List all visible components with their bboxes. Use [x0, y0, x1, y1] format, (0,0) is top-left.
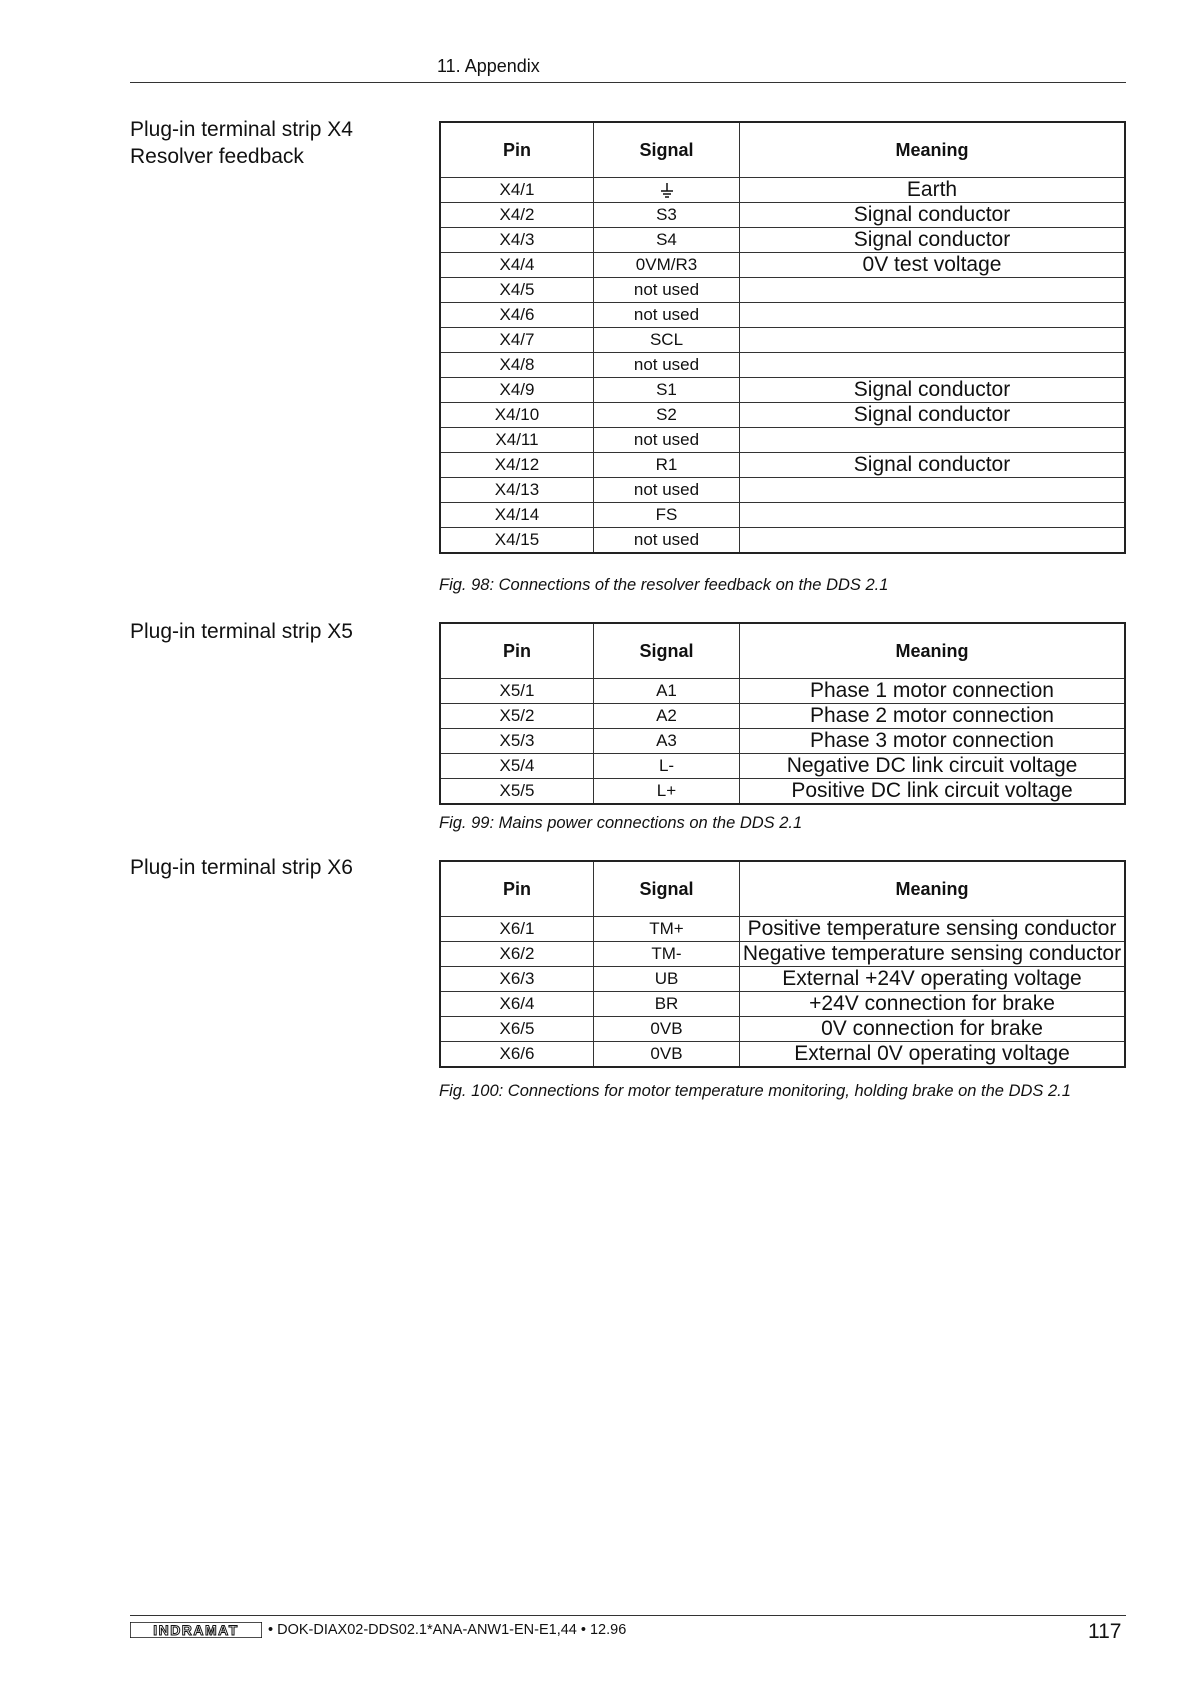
- meaning-cell: [740, 278, 1126, 303]
- column-header-meaning: Meaning: [740, 122, 1126, 178]
- x5-label: [130, 618, 353, 645]
- pin-cell: X4/1: [440, 178, 594, 203]
- table-row: [440, 253, 1125, 278]
- table-row: [440, 1042, 1125, 1068]
- column-header-meaning: Meaning: [740, 623, 1126, 679]
- table-row: [440, 704, 1125, 729]
- x4-label-line-2: Resolver feedback: [130, 145, 304, 168]
- x4-label-line-1: Plug-in terminal strip X4: [130, 118, 353, 141]
- table-row: [440, 453, 1125, 478]
- table-header-row: [440, 122, 1125, 178]
- meaning-cell: Signal conductor: [740, 228, 1126, 253]
- signal-cell: 0VM/R3: [594, 253, 740, 278]
- signal-cell: L+: [594, 779, 740, 805]
- meaning-cell: [740, 528, 1126, 554]
- pin-cell: X5/4: [440, 754, 594, 779]
- signal-cell: not used: [594, 428, 740, 453]
- signal-cell: R1: [594, 453, 740, 478]
- x4-figure-caption: Fig. 98: Connections of the resolver feedback on the DDS 2.1: [439, 576, 889, 594]
- column-header-pin: Pin: [440, 861, 594, 917]
- table-row: [440, 178, 1125, 203]
- signal-cell: not used: [594, 303, 740, 328]
- pin-cell: X4/10: [440, 403, 594, 428]
- pin-cell: X5/3: [440, 729, 594, 754]
- signal-cell: BR: [594, 992, 740, 1017]
- x5-pin-table: [439, 622, 1126, 805]
- table-row: [440, 503, 1125, 528]
- column-header-pin: Pin: [440, 122, 594, 178]
- pin-cell: X6/4: [440, 992, 594, 1017]
- meaning-cell: Signal conductor: [740, 453, 1126, 478]
- table-row: [440, 992, 1125, 1017]
- pin-cell: X4/9: [440, 378, 594, 403]
- meaning-cell: Phase 2 motor connection: [740, 704, 1126, 729]
- meaning-cell: Signal conductor: [740, 378, 1126, 403]
- table-row: [440, 328, 1125, 353]
- meaning-cell: Positive DC link circuit voltage: [740, 779, 1126, 805]
- meaning-cell: External 0V operating voltage: [740, 1042, 1126, 1068]
- signal-cell: TM-: [594, 942, 740, 967]
- pin-cell: X4/7: [440, 328, 594, 353]
- pin-cell: X6/1: [440, 917, 594, 942]
- signal-cell: UB: [594, 967, 740, 992]
- table-row: [440, 779, 1125, 805]
- pin-cell: X4/8: [440, 353, 594, 378]
- x6-label: [130, 854, 353, 881]
- signal-cell: SCL: [594, 328, 740, 353]
- earth-ground-icon: [660, 182, 674, 200]
- meaning-cell: Phase 1 motor connection: [740, 679, 1126, 704]
- pin-cell: X4/2: [440, 203, 594, 228]
- page-number: 117: [1088, 1620, 1122, 1643]
- pin-cell: X6/2: [440, 942, 594, 967]
- pin-cell: X4/3: [440, 228, 594, 253]
- signal-cell: not used: [594, 478, 740, 503]
- signal-cell: TM+: [594, 917, 740, 942]
- meaning-cell: +24V connection for brake: [740, 992, 1126, 1017]
- pin-cell: X6/6: [440, 1042, 594, 1068]
- table-row: [440, 1017, 1125, 1042]
- x5-figure-caption: Fig. 99: Mains power connections on the DDS 2.1: [439, 814, 803, 832]
- signal-cell: not used: [594, 278, 740, 303]
- table-row: [440, 967, 1125, 992]
- column-header-meaning: Meaning: [740, 861, 1126, 917]
- meaning-cell: [740, 503, 1126, 528]
- section-title: 11. Appendix: [437, 56, 540, 76]
- meaning-cell: External +24V operating voltage: [740, 967, 1126, 992]
- document-reference: • DOK-DIAX02-DDS02.1*ANA-ANW1-EN-E1,44 • 12.96: [268, 1622, 627, 1638]
- meaning-cell: Signal conductor: [740, 403, 1126, 428]
- signal-cell: A3: [594, 729, 740, 754]
- table-row: [440, 729, 1125, 754]
- pin-cell: X5/2: [440, 704, 594, 729]
- pin-cell: X4/12: [440, 453, 594, 478]
- signal-cell: FS: [594, 503, 740, 528]
- table-row: [440, 228, 1125, 253]
- pin-cell: X5/1: [440, 679, 594, 704]
- footer-divider: [130, 1615, 1126, 1616]
- pin-cell: X4/11: [440, 428, 594, 453]
- x4-label: [130, 116, 353, 170]
- table-row: [440, 203, 1125, 228]
- meaning-cell: [740, 303, 1126, 328]
- meaning-cell: [740, 428, 1126, 453]
- table-row: [440, 917, 1125, 942]
- indramat-logo: [130, 1622, 262, 1643]
- signal-cell: S4: [594, 228, 740, 253]
- pin-cell: X6/5: [440, 1017, 594, 1042]
- pin-cell: X4/6: [440, 303, 594, 328]
- column-header-signal: Signal: [594, 122, 740, 178]
- table-row: [440, 478, 1125, 503]
- signal-cell: A1: [594, 679, 740, 704]
- pin-cell: X4/15: [440, 528, 594, 554]
- table-row: [440, 303, 1125, 328]
- pin-cell: X4/14: [440, 503, 594, 528]
- pin-cell: X4/13: [440, 478, 594, 503]
- meaning-cell: [740, 478, 1126, 503]
- meaning-cell: Negative DC link circuit voltage: [740, 754, 1126, 779]
- signal-cell: 0VB: [594, 1017, 740, 1042]
- meaning-cell: Phase 3 motor connection: [740, 729, 1126, 754]
- table-row: [440, 679, 1125, 704]
- x6-figure-caption: Fig. 100: Connections for motor temperature monitoring, holding brake on the DDS 2.1: [439, 1082, 1071, 1100]
- pin-cell: X4/4: [440, 253, 594, 278]
- signal-cell: not used: [594, 353, 740, 378]
- meaning-cell: Negative temperature sensing conductor: [740, 942, 1126, 967]
- table-row: [440, 942, 1125, 967]
- meaning-cell: [740, 353, 1126, 378]
- meaning-cell: 0V test voltage: [740, 253, 1126, 278]
- signal-cell: not used: [594, 528, 740, 554]
- column-header-signal: Signal: [594, 623, 740, 679]
- x6-pin-table: [439, 860, 1126, 1068]
- signal-cell: S1: [594, 378, 740, 403]
- signal-cell: S3: [594, 203, 740, 228]
- table-header-row: [440, 861, 1125, 917]
- table-row: [440, 278, 1125, 303]
- table-row: [440, 428, 1125, 453]
- table-row: [440, 754, 1125, 779]
- table-row: [440, 353, 1125, 378]
- signal-cell: A2: [594, 704, 740, 729]
- pin-cell: X6/3: [440, 967, 594, 992]
- table-header-row: [440, 623, 1125, 679]
- meaning-cell: Earth: [740, 178, 1126, 203]
- signal-cell: [594, 178, 740, 203]
- table-row: [440, 378, 1125, 403]
- header-divider: [130, 82, 1126, 83]
- meaning-cell: 0V connection for brake: [740, 1017, 1126, 1042]
- x6-label-line-1: Plug-in terminal strip X6: [130, 856, 353, 879]
- signal-cell: 0VB: [594, 1042, 740, 1068]
- table-row: [440, 528, 1125, 554]
- table-row: [440, 403, 1125, 428]
- signal-cell: L-: [594, 754, 740, 779]
- x5-label-line-1: Plug-in terminal strip X5: [130, 620, 353, 643]
- meaning-cell: Signal conductor: [740, 203, 1126, 228]
- x4-pin-table: [439, 121, 1126, 554]
- column-header-signal: Signal: [594, 861, 740, 917]
- signal-cell: S2: [594, 403, 740, 428]
- meaning-cell: Positive temperature sensing conductor: [740, 917, 1126, 942]
- svg-text:INDRAMAT: INDRAMAT: [153, 1622, 239, 1638]
- pin-cell: X4/5: [440, 278, 594, 303]
- column-header-pin: Pin: [440, 623, 594, 679]
- meaning-cell: [740, 328, 1126, 353]
- pin-cell: X5/5: [440, 779, 594, 805]
